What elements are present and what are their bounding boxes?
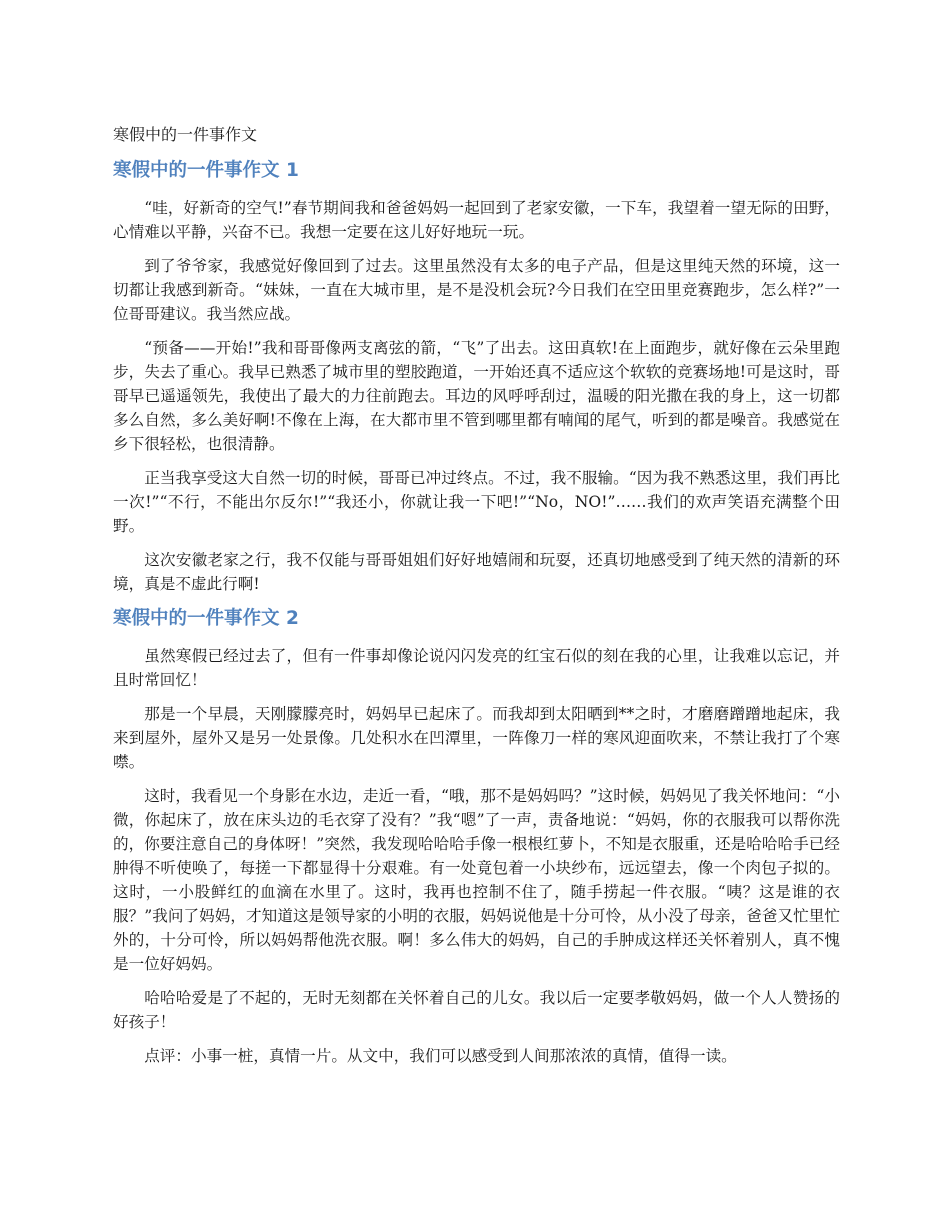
paragraph: 哈哈哈爱是了不起的，无时无刻都在关怀着自己的儿女。我以后一定要孝敬妈妈，做一个人人赞扬的好孩子！ xyxy=(113,989,840,1031)
paragraph: 正当我享受这大自然一切的时候，哥哥已冲过终点。不过，我不服输。“因为我不熟悉这里，我们再比一次!”“不行，不能出尔反尔!”“我还小，你就让我一下吧!”“No，NO!”……我们的欢声笑语充满整个田野。 xyxy=(113,469,840,535)
paragraph: 这次安徽老家之行，我不仅能与哥哥姐姐们好好地嬉闹和玩耍，还真切地感受到了纯天然的清新的环境，真是不虚此行啊! xyxy=(113,551,840,593)
paragraph: 这时，我看见一个身影在水边，走近一看，“哦，那不是妈妈吗？”这时候，妈妈见了我关怀地问：“小微，你起床了，放在床头边的毛衣穿了没有？”我“嗯”了一声，责备地说：“妈妈，你的衣服我可以帮你洗的，你要注意自己的身体呀！”突然，我发现哈哈哈手像一根根红萝卜，不知是衣服重，还是哈哈哈手已经肿得不听使唤了，每搓一下都显得十分艰难。有一处竟包着一小块纱布，远远望去，像一个肉包子拟的。这时，一小股鲜红的血滴在水里了。这时，我再也控制不住了，随手捞起一件衣服。“咦？这是谁的衣服？”我问了妈妈，才知道这是领导家的小明的衣服，妈妈说他是十分可怜，从小没了母亲，爸爸又忙里忙外的，十分可怜，所以妈妈帮他洗衣服。啊！多么伟大的妈妈，自己的手肿成这样还关怀着别人，真不愧是一位好妈妈。 xyxy=(113,787,840,973)
comment-paragraph: 点评：小事一桩，真情一片。从文中，我们可以感受到人间那浓浓的真情，值得一读。 xyxy=(144,1047,737,1065)
section-heading-1: 寒假中的一件事作文 1 xyxy=(113,160,299,181)
paragraph: 到了爷爷家，我感觉好像回到了过去。这里虽然没有太多的电子产品，但是这里纯天然的环境，这一切都让我感到新奇。“妹妹，一直在大城市里，是不是没机会玩?今日我们在空田里竞赛跑步，怎么样?”一位哥哥建议。我当然应战。 xyxy=(113,257,840,323)
document-title: 寒假中的一件事作文 xyxy=(113,125,258,144)
paragraph: “哇，好新奇的空气!”春节期间我和爸爸妈妈一起回到了老家安徽，一下车，我望着一望无际的田野，心情难以平静，兴奋不已。我想一定要在这儿好好地玩一玩。 xyxy=(113,199,840,241)
paragraph: 虽然寒假已经过去了，但有一件事却像论说闪闪发亮的红宝石似的刻在我的心里，让我难以忘记，并且时常回忆！ xyxy=(113,647,840,689)
paragraph: “预备——开始!”我和哥哥像两支离弦的箭，“飞”了出去。这田真软!在上面跑步，就好像在云朵里跑步，失去了重心。我早已熟悉了城市里的塑胶跑道，一开始还真不适应这个软软的竞赛场地!可是这时，哥哥早已遥遥领先，我使出了最大的力往前跑去。耳边的风呼呼刮过，温暖的阳光撒在我的身上，这一切都多么自然，多么美好啊!不像在上海，在大都市里不管到哪里都有喃闻的尾气，听到的都是噪音。我感觉在乡下很轻松，也很清静。 xyxy=(113,339,840,453)
essay-section-1 xyxy=(113,158,840,596)
paragraph: 那是一个早晨，天刚朦朦亮时，妈妈早已起床了。而我却到太阳晒到**之时，才磨磨蹭蹭地起床，我来到屋外，屋外又是另一处景像。几处积水在凹潭里，一阵像刀一样的寒风迎面吹来，不禁让我打了个寒噤。 xyxy=(113,705,840,771)
document-page xyxy=(113,124,840,1078)
section-heading-2: 寒假中的一件事作文 2 xyxy=(113,608,299,629)
essay-section-2 xyxy=(113,606,840,1068)
